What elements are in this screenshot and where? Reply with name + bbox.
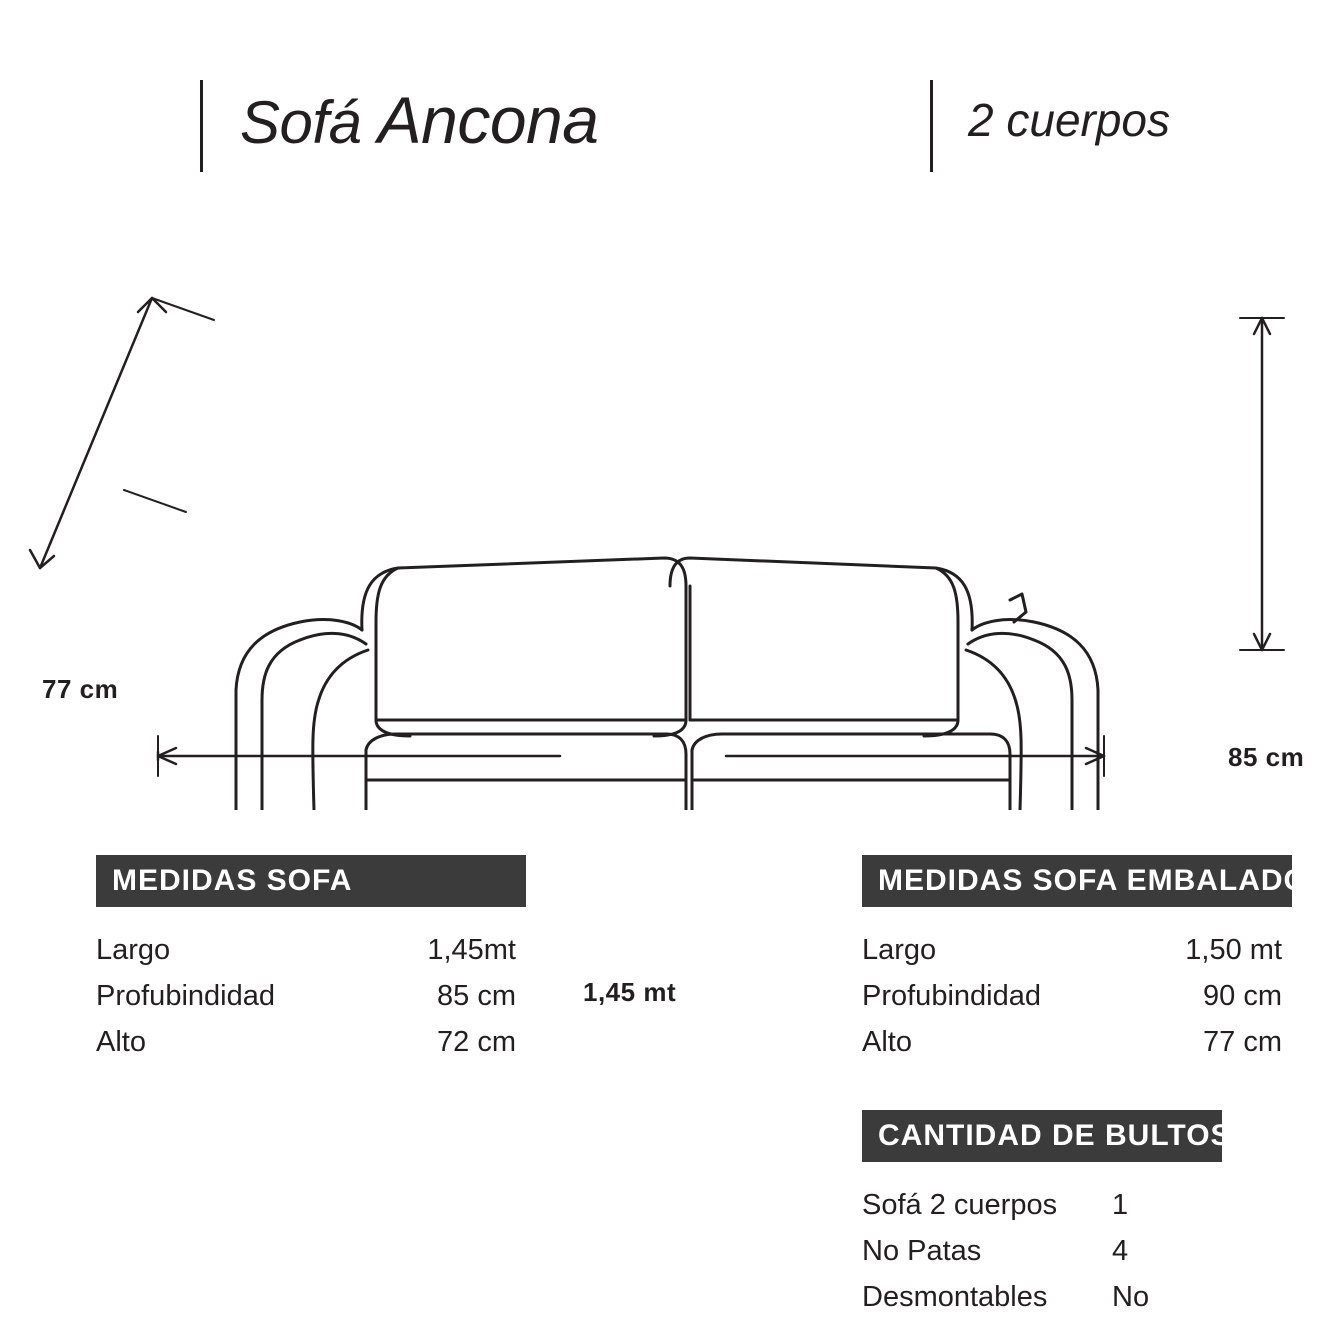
spec-rows-sofa [96, 927, 526, 1065]
spec-table-sofa [96, 855, 526, 1065]
table-row [862, 1019, 1292, 1065]
row-value: 85 cm [437, 980, 516, 1012]
dimension-label-height: 77 cm [42, 674, 119, 704]
table-row [96, 927, 526, 973]
row-label: Largo [96, 934, 171, 966]
row-label: Largo [862, 934, 937, 966]
row-value: 4 [1112, 1235, 1129, 1267]
row-label: Profubindidad [862, 980, 1041, 1012]
row-value: 1,45mt [427, 934, 516, 966]
row-label: Profubindidad [96, 980, 275, 1012]
row-value: 77 cm [1203, 1026, 1282, 1058]
row-value: No [1112, 1281, 1150, 1313]
row-label: Alto [862, 1026, 912, 1058]
row-value: 1 [1112, 1189, 1129, 1221]
title-model-word: Ancona [377, 83, 599, 157]
dimension-label-depth: 85 cm [1228, 742, 1305, 772]
table-row [862, 1228, 1222, 1274]
spec-header-packed: MEDIDAS SOFA EMBALADO [862, 855, 1292, 907]
table-row [862, 973, 1292, 1019]
spec-rows-packed [862, 927, 1292, 1065]
title-bar [200, 72, 1260, 182]
page-title [240, 72, 598, 171]
row-label: Sofá 2 cuerpos [862, 1189, 1058, 1221]
table-row [862, 927, 1292, 973]
table-row [96, 973, 526, 1019]
row-label: Desmontables [862, 1281, 1048, 1313]
row-value: 90 cm [1203, 980, 1282, 1012]
row-value: 1,50 mt [1185, 934, 1282, 966]
table-row [862, 1274, 1222, 1320]
row-value: 72 cm [437, 1026, 516, 1058]
title-divider-right [930, 80, 933, 172]
row-label: No Patas [862, 1235, 982, 1267]
table-row [96, 1019, 526, 1065]
spec-rows-bultos [862, 1182, 1222, 1320]
table-row [862, 1182, 1222, 1228]
title-variant: 2 cuerpos [968, 94, 1171, 146]
spec-header-bultos: CANTIDAD DE BULTOS [862, 1110, 1222, 1162]
spec-table-packed [862, 855, 1308, 1065]
title-product-word: Sofá [240, 89, 378, 156]
row-label: Alto [96, 1026, 146, 1058]
title-divider-left [200, 80, 203, 172]
dimension-label-width: 1,45 mt [583, 977, 677, 1007]
spec-header-sofa: MEDIDAS SOFA [96, 855, 526, 907]
spec-table-bultos [862, 1110, 1232, 1320]
